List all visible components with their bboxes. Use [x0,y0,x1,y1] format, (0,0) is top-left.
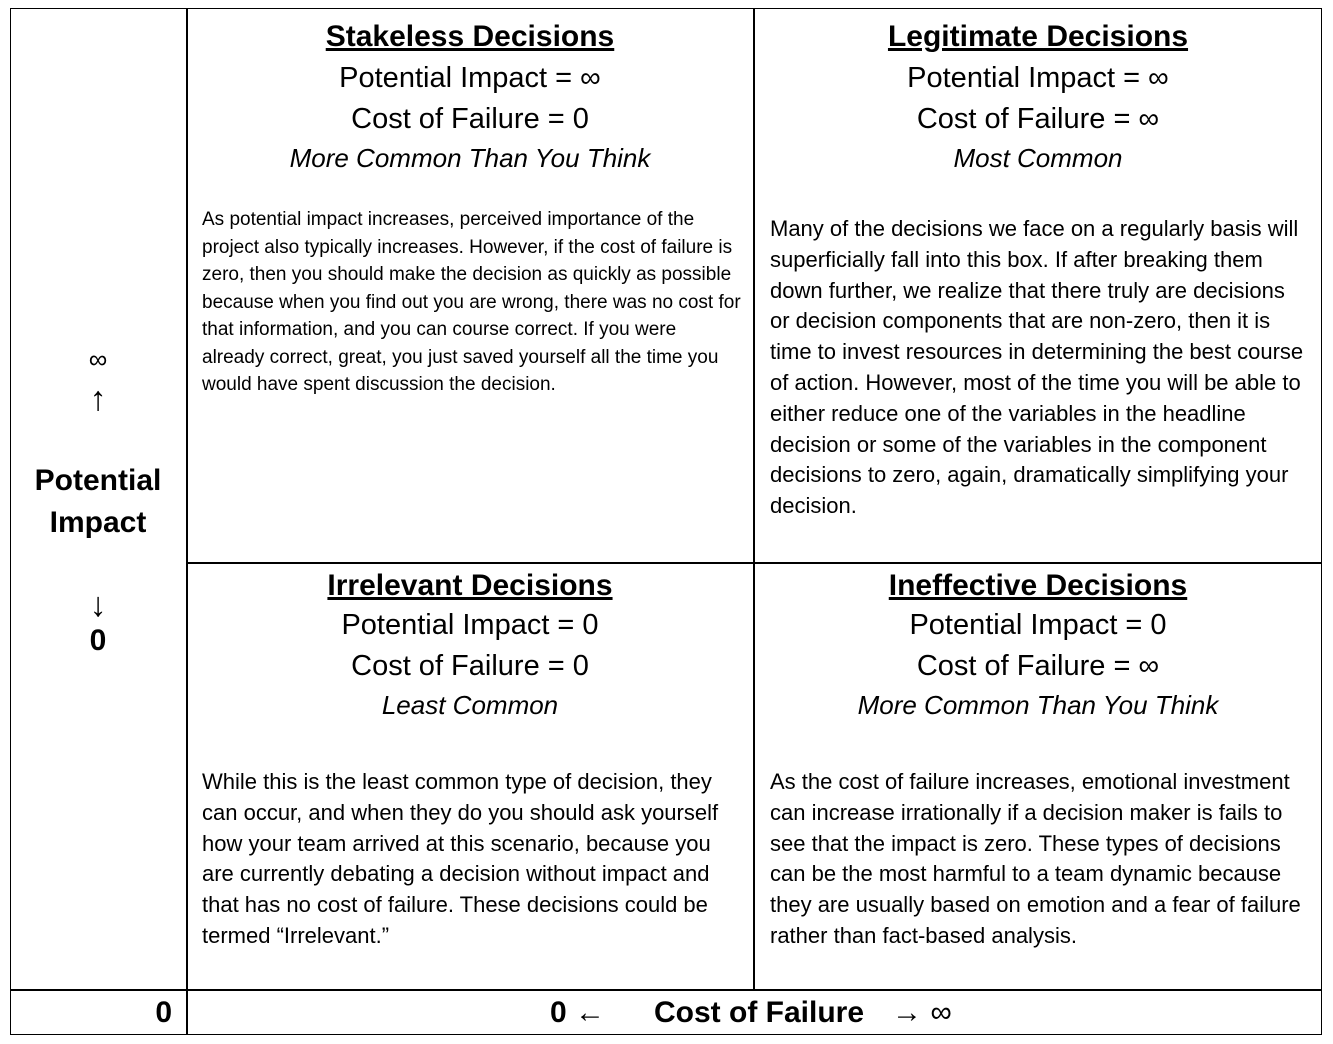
vertical-axis [10,8,186,990]
quadrant-description: As the cost of failure increases, emotional investment can increase irrationally if a decision maker is fails to see that the impact is zero. These types of decisions can be the most harmful to a team dynamic because they are usually based on emotion and a fear of failure rather than fact-based analysis. [770,769,1301,948]
quadrant-cost: Cost of Failure = 0 [351,650,589,682]
horizontal-axis [186,990,1322,1035]
quadrant-legitimate [754,8,1322,563]
quadrant-title: Legitimate Decisions [887,20,1189,53]
quadrant-description: Many of the decisions we face on a regularly basis will superficially fall into this box. If after breaking them down further, we realize that there truly are decisions or decision components that are non-zero, then it is time to invest resources in determining the best course of action. However, most of the time you will be able to either reduce one of the variables in the headline decision or some of the variables in the component decisions to zero, again, dramatically simplifying your decision. [770,216,1304,519]
quadrant-impact: Potential Impact = ∞ [339,62,601,94]
quadrant-title: Irrelevant Decisions [327,569,613,602]
arrow-down-icon: ↓ [89,586,107,624]
quadrant-impact: Potential Impact = 0 [341,609,599,641]
arrow-up-icon: ↑ [89,380,107,418]
quadrant-cost: Cost of Failure = ∞ [916,103,1160,135]
quadrant-frequency: Most Common [953,143,1123,173]
horizontal-axis-title: Cost of Failure [654,996,865,1029]
quadrant-description: As potential impact increases, perceived importance of the project also typically increases. However, if the cost of failure is zero, then you should make the decision as quickly as possible because when you find out you are wrong, there was no cost for that information, and you can course correct. If you were already correct, great, you just saved yourself all the time you would have spent discussion the decision. [202,209,741,395]
quadrant-frequency: More Common Than You Think [289,143,651,173]
quadrant-stakeless [186,8,754,563]
quadrant-title: Ineffective Decisions [888,569,1188,602]
vertical-axis-bottom-value: 0 [89,624,107,657]
vertical-axis-title: Potential Impact [34,464,162,539]
quadrant-impact: Potential Impact = 0 [909,609,1167,641]
quadrant-ineffective [754,563,1322,990]
axis-origin [10,990,186,1035]
horizontal-axis-right-value: → ∞ [892,996,952,1029]
quadrant-impact: Potential Impact = ∞ [907,62,1169,94]
origin-label: 0 [155,996,172,1029]
vertical-axis-top-value: ∞ [88,344,108,374]
quadrant-cost: Cost of Failure = ∞ [916,650,1160,682]
horizontal-axis-left-value: 0 ← [550,996,606,1029]
quadrant-irrelevant [186,563,754,990]
quadrant-description: While this is the least common type of decision, they can occur, and when they do you should ask yourself how your team arrived at this scenario, because you are currently debating a decision without impact and that has no cost of failure. These decisions could be termed “Irrelevant.” [202,769,719,948]
quadrant-title: Stakeless Decisions [325,20,615,53]
quadrant-frequency: More Common Than You Think [857,690,1219,720]
quadrant-frequency: Least Common [381,690,559,720]
quadrant-cost: Cost of Failure = 0 [351,103,589,135]
